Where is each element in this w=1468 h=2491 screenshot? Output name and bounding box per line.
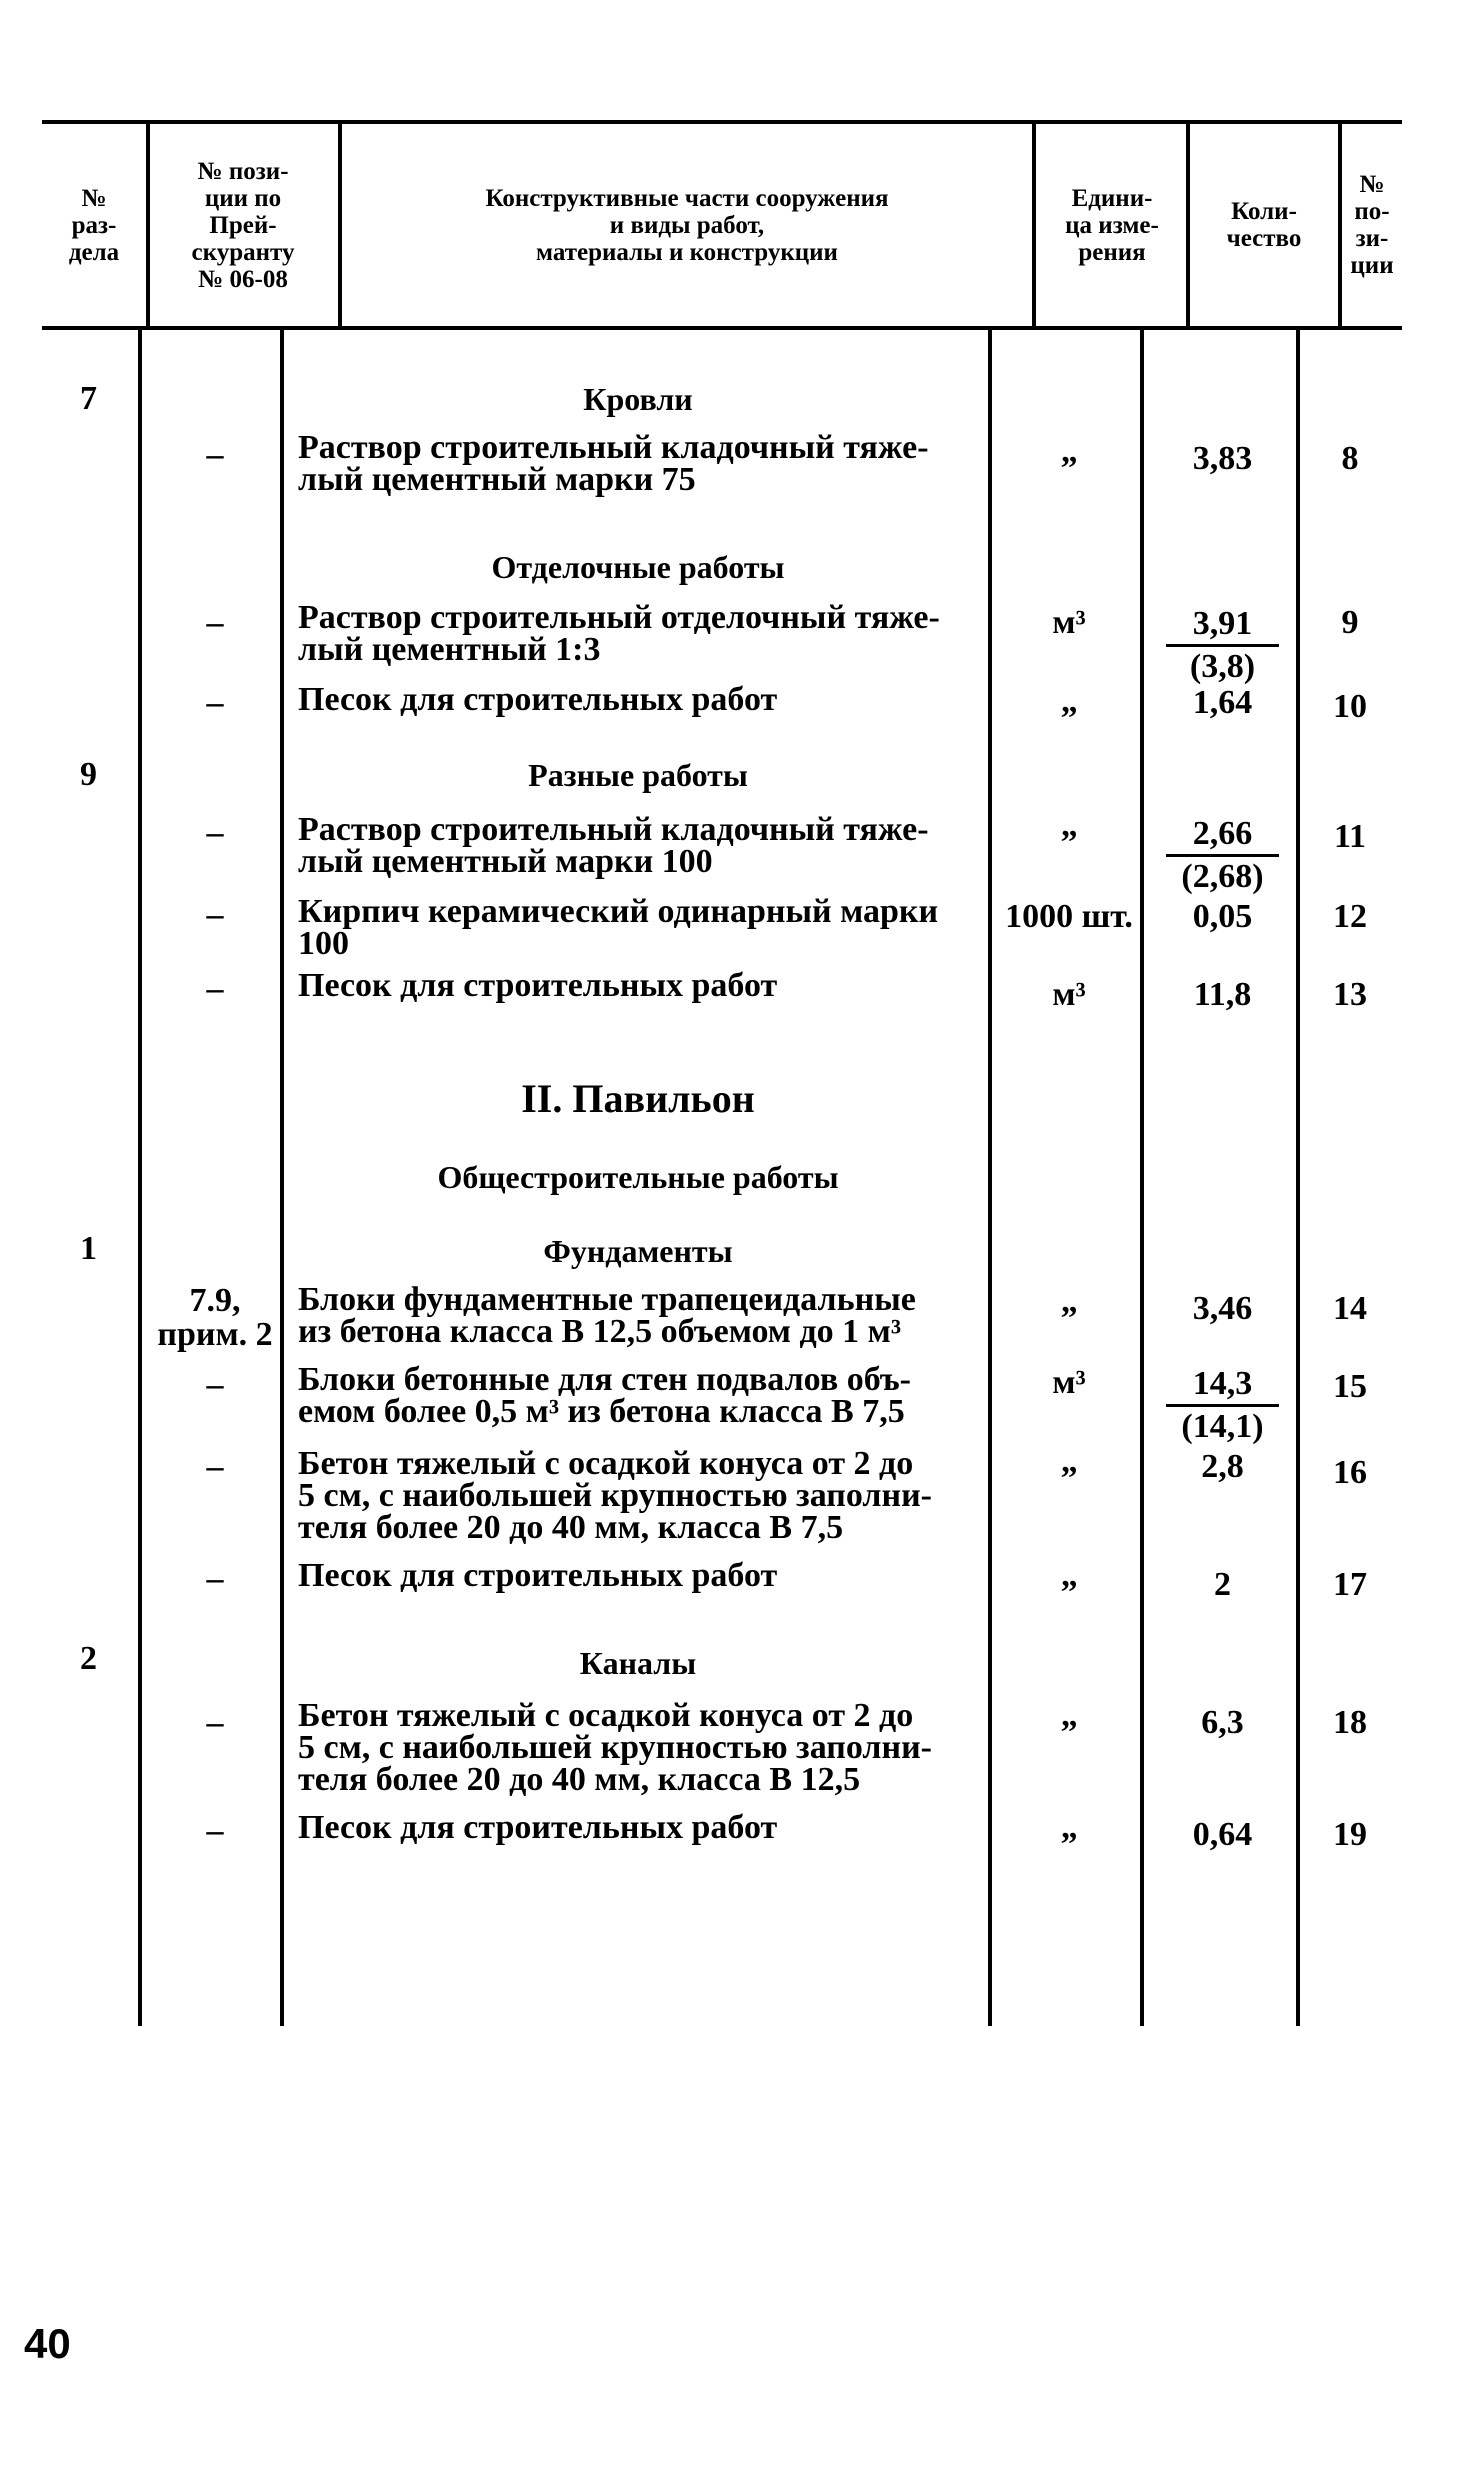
subsection-title: Фундаменты — [543, 1233, 733, 1269]
row-quantity: 3,83 — [1192, 440, 1253, 477]
row-position: – — [206, 604, 224, 641]
header-section-number: № раз- дела — [68, 184, 120, 266]
row-quantity-fraction — [1150, 604, 1295, 687]
row-unit: ” — [1060, 1300, 1078, 1337]
row-number: 15 — [1333, 1368, 1367, 1405]
section-number: 1 — [80, 1230, 97, 1267]
row-description: Блоки бетонные для стен подвалов объ- емом более 0,5 м³ из бетона класса В 7,5 — [298, 1361, 911, 1430]
row-number: 17 — [1333, 1566, 1367, 1603]
row-description: Раствор строительный кладочный тяже- лый цементный марки 75 — [298, 429, 929, 498]
row-quantity: 3,46 — [1192, 1290, 1253, 1327]
row-number: 19 — [1333, 1816, 1367, 1853]
row-quantity: 0,05 — [1192, 898, 1253, 935]
section-number: 7 — [80, 380, 97, 417]
row-description: Бетон тяжелый с осадкой конуса от 2 до 5 см, с наибольшей крупностью заполни- теля более 20 до 40 мм, класса В 7,5 — [298, 1445, 932, 1546]
row-unit: ” — [1060, 1574, 1078, 1611]
header-position-number: № по- зи- ции — [1350, 171, 1394, 279]
row-quantity: 0,64 — [1192, 1816, 1253, 1853]
row-unit: 1000 шт. — [1005, 898, 1133, 935]
column-rule — [1140, 326, 1144, 2026]
page-number: 40 — [24, 2320, 71, 2367]
quantity-denominator: (14,1) — [1181, 1408, 1264, 1445]
row-number: 8 — [1341, 440, 1359, 477]
row-description: Песок для строительных работ — [298, 1809, 778, 1846]
row-position: – — [206, 1704, 224, 1741]
subsection-title: Кровли — [583, 381, 693, 417]
row-number: 16 — [1333, 1454, 1367, 1491]
row-unit: ” — [1060, 1460, 1078, 1497]
row-description: Бетон тяжелый с осадкой конуса от 2 до 5 см, с наибольшей крупностью заполни- теля более 20 до 40 мм, класса В 12,5 — [298, 1697, 932, 1798]
row-quantity: 2,8 — [1201, 1448, 1244, 1485]
header-unit: Едини- ца изме- рения — [1065, 184, 1159, 266]
row-number: 11 — [1333, 818, 1367, 855]
row-quantity: 2 — [1214, 1566, 1231, 1603]
quantity-numerator: 3,91 — [1166, 604, 1279, 647]
column-rule — [1296, 326, 1300, 2026]
row-unit: ” — [1060, 1826, 1078, 1863]
row-number: 12 — [1333, 898, 1367, 935]
header-divider — [1186, 124, 1190, 326]
row-description: Блоки фундаментные трапецеидальные из бетона класса В 12,5 объемом до 1 м³ — [298, 1281, 916, 1350]
table-header — [42, 120, 1402, 330]
row-unit: ” — [1060, 1714, 1078, 1751]
row-description: Песок для строительных работ — [298, 1557, 778, 1594]
row-position: – — [206, 436, 224, 473]
section-number: 2 — [80, 1640, 97, 1677]
subsection-title: Каналы — [579, 1645, 697, 1681]
row-quantity: 6,3 — [1201, 1704, 1244, 1741]
quantity-numerator: 14,3 — [1166, 1364, 1279, 1407]
row-number: 18 — [1333, 1704, 1367, 1741]
row-position: – — [206, 896, 224, 933]
quantity-denominator: (2,68) — [1181, 858, 1264, 895]
column-rule — [280, 326, 284, 2026]
row-description: Песок для строительных работ — [298, 967, 778, 1004]
header-description: Конструктивные части сооружения и виды работ, материалы и конструкции — [485, 184, 889, 266]
quantity-denominator: (3,8) — [1189, 648, 1256, 685]
header-divider — [1032, 124, 1036, 326]
row-unit: ” — [1060, 824, 1078, 861]
row-description: Кирпич керамический одинарный марки 100 — [298, 893, 939, 962]
row-position: – — [206, 1812, 224, 1849]
row-description: Раствор строительный отделочный тяже- лый цементный 1:3 — [298, 599, 940, 668]
header-divider — [338, 124, 342, 326]
row-description: Раствор строительный кладочный тяже- лый цементный марки 100 — [298, 811, 929, 880]
row-description: Песок для строительных работ — [298, 681, 778, 718]
header-quantity: Коли- чество — [1226, 198, 1302, 252]
header-divider — [146, 124, 150, 326]
row-position: 7.9, прим. 2 — [157, 1282, 273, 1353]
column-rule — [988, 326, 992, 2026]
row-quantity: 1,64 — [1192, 684, 1253, 721]
part-title: II. Павильон — [521, 1076, 755, 1121]
row-number: 9 — [1341, 604, 1359, 641]
row-number: 10 — [1333, 688, 1367, 725]
row-unit: м³ — [1052, 604, 1086, 641]
row-position: – — [206, 814, 224, 851]
row-quantity-fraction — [1150, 814, 1295, 897]
row-quantity: 11,8 — [1193, 976, 1252, 1013]
row-position: – — [206, 1366, 224, 1403]
row-position: – — [206, 970, 224, 1007]
row-unit: м³ — [1052, 976, 1086, 1013]
section-heading: Общестроительные работы — [437, 1159, 839, 1195]
header-price-position: № пози- ции по Прей- скуранту № 06-08 — [191, 157, 295, 293]
row-unit: ” — [1060, 450, 1078, 487]
subsection-title: Разные работы — [528, 757, 748, 793]
header-divider — [1338, 124, 1342, 326]
row-number: 14 — [1333, 1290, 1367, 1327]
section-number: 9 — [80, 756, 97, 793]
row-quantity-fraction — [1150, 1364, 1295, 1447]
row-unit: ” — [1060, 700, 1078, 737]
row-unit: м³ — [1052, 1364, 1086, 1401]
row-position: – — [206, 1560, 224, 1597]
subsection-title: Отделочные работы — [491, 549, 785, 585]
quantity-numerator: 2,66 — [1166, 814, 1279, 857]
row-number: 13 — [1333, 976, 1367, 1013]
column-rule — [138, 326, 142, 2026]
row-position: – — [206, 684, 224, 721]
row-position: – — [206, 1448, 224, 1485]
